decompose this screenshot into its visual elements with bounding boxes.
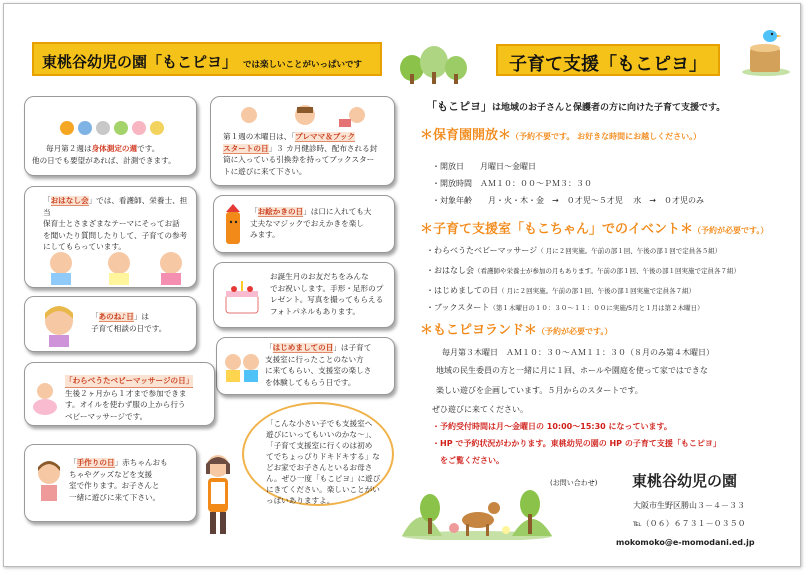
- section2-title: ＊子育て支援室「もこちゃん」でのイベント＊: [420, 222, 694, 237]
- trees-illustration: [398, 44, 470, 84]
- girl-illustration: [33, 459, 65, 503]
- bubble-line: っぱいありますよ。: [266, 496, 335, 505]
- notice-line: ・HP で予約状況がわかります。東桃幼児の園の HP の子育て支援「もこピヨ」: [432, 439, 721, 448]
- land-line: ぜひ遊びに来てください。: [432, 405, 528, 414]
- section1-title: ＊保育園開放＊: [420, 128, 512, 143]
- speech-bubble: [242, 402, 394, 506]
- land-line: 毎月第３木曜日 ＡＭ１０：３０～ＡＭ１１：３０（８月のみ第４木曜日）: [442, 348, 714, 357]
- card7-line3: に来てもらい、支援室の楽しさ: [265, 366, 372, 375]
- event-row: ・はじめましての日（ 月に２回実施。午前の部１回、午後の部１回実施で定員各７組）: [426, 286, 696, 295]
- bubble-line: 遊びにいってもいいのかな～」、: [266, 430, 377, 439]
- crayon-illustration: [222, 204, 244, 246]
- card2-line3: 筒に入っている引換券を持ってブックスター: [223, 155, 375, 164]
- card1-line1: 毎月第２週は身体測定の週です。: [46, 144, 160, 153]
- event-row: ・おはなし会（看護師や栄養士が参加の月もあります。午前の部１回、午後の部１回実施で定員各７組）: [426, 266, 740, 275]
- woman-illustration: [195, 452, 241, 538]
- mother-illustration: [39, 303, 79, 347]
- section-nursery-open: [420, 124, 701, 143]
- card9-line1: 「手作りの日」赤ちゃんおも: [69, 458, 168, 467]
- section-land: [420, 319, 612, 338]
- card-baby-massage: [24, 362, 215, 426]
- animals-illustration: [59, 119, 171, 137]
- card3-line4: にしてもらっています。: [43, 242, 126, 251]
- card5-line1: お誕生月のお友だちをみんな: [270, 272, 369, 281]
- card2-line2: スタートの日」３ カ月健診時、配布される封: [223, 143, 378, 153]
- intro-text: 「もこピヨ」は地域のお子さんと保護者の方に向けた子育て支援です。: [426, 100, 726, 113]
- contact-name: 東桃谷幼児の園: [632, 472, 738, 490]
- contact-address: 大阪市生野区勝山３－４－３３: [633, 501, 745, 510]
- bubble-line: てでちょっぴりドキドキする」な: [266, 452, 380, 461]
- card-birthday: [213, 262, 395, 328]
- section1-row: ・対象年齢 月・火・木・金 → ０才児～５才児 水 → ０才児のみ: [432, 196, 704, 205]
- section1-row: ・開放日 月曜日～金曜日: [432, 162, 536, 171]
- event-row: ・わらべうたベビーマッサージ（ 月に２回実施。午前の部１回、午後の部１回で定員各５組）: [426, 246, 722, 255]
- card3-line1: 「おはなし会」では、看護師、栄養士、担当: [43, 196, 188, 217]
- section1-row: ・開放時間 ＡＭ１０：００～ＰＭ３：３０: [432, 179, 592, 188]
- card7-line4: を体験してもらう日です。: [265, 377, 356, 387]
- card4-line3: みます。: [250, 230, 280, 239]
- notice-line: ・予約受付時間は月～金曜日の 10:00～15:30 になっています。: [432, 422, 672, 431]
- section2-note: （予約が必要です。）: [693, 226, 769, 235]
- card8-line3: す。オイルを使わず服の上から行う: [65, 400, 186, 409]
- left-banner-title: 東桃谷幼児の園「もこピヨ」: [42, 53, 238, 71]
- card-book-start: [210, 96, 395, 186]
- card-body-measurement: [24, 96, 197, 176]
- contact-email[interactable]: mokomoko@e-momodani.ed.jp: [616, 538, 755, 547]
- card-drawing-day: [213, 195, 395, 253]
- event-row: ・ブックスタート（第１木曜日の１０：３０～１１：００に実施/5月と１月は第２木曜日）: [426, 303, 704, 312]
- card7-line1: 「はじめましての日」は子育て: [265, 343, 372, 352]
- card9-line3: 室で作ります。お子さんと: [69, 481, 160, 490]
- card5-line3: レゼント。写真を撮ってもらえる: [270, 295, 384, 304]
- staff-illustration: [47, 247, 187, 285]
- left-banner: [32, 42, 382, 76]
- stump-bird-illustration: [742, 22, 792, 76]
- reading-illustration: [239, 103, 369, 129]
- card3-line2: 保育士とさまざまなテーマにそってお話: [43, 219, 180, 228]
- card-first-visit: [216, 337, 395, 395]
- bubble-line: ん。ぜひ一度「もこピヨ」に遊び: [266, 474, 381, 483]
- card9-line2: ちゃやグッズなどを支援: [69, 469, 153, 479]
- card-consultation-day: [24, 296, 197, 352]
- card4-line1: 「お絵かきの日」は口に入れても大: [250, 207, 372, 216]
- right-banner-title: 子育て支援「もこピヨ」: [509, 54, 707, 75]
- card-talk-session: [24, 186, 197, 288]
- card9-line4: 一緒に遊びに来て下さい。: [69, 492, 161, 502]
- contact-tel: ℡（０６）６７３１－０３５０: [633, 519, 746, 528]
- land-line: 楽しい遊びを企画しています。５月からのスタートです。: [436, 386, 643, 395]
- deer-forest-illustration: [402, 478, 552, 540]
- card7-line2: 支援室に行ったことのない方: [265, 354, 364, 364]
- left-banner-subtitle: では楽しいことがいっぱいです: [243, 60, 363, 70]
- section3-title: ＊もこピヨランド＊: [420, 323, 538, 338]
- bubble-line: にきてください。楽しいことがい: [266, 485, 380, 494]
- card-handmade-day: [24, 444, 197, 522]
- card3-line3: を聞いたり質問したりして、子育ての参考: [43, 230, 188, 240]
- baby-massage-illustration: [31, 381, 61, 417]
- cake-illustration: [222, 277, 262, 317]
- card1-line2: 他の日でも要望があれば、計測できます。: [32, 155, 176, 165]
- card5-line4: フォトパネルもあります。: [270, 306, 360, 316]
- card2-line1: 第１週の木曜日は、「プレママ＆ブック: [223, 132, 356, 141]
- card6-line2: 子育て相談の日です。: [91, 323, 167, 333]
- kids-illustration: [223, 350, 261, 384]
- card4-line2: 丈夫なマジックでおえかきを楽し: [250, 218, 364, 228]
- bubble-line: どお家でお子さんといるお母さ: [266, 463, 373, 472]
- section-events: [420, 218, 768, 237]
- land-line: 地域の民生委員の方と一緒に月に１回、ホールや園庭を使って家ではできな: [436, 366, 708, 375]
- bubble-line: 「子育て支援室に行くのは初め: [266, 441, 373, 450]
- bubble-line: 「こんな小さい子でも支援室へ: [266, 419, 373, 428]
- contact-label: (お問い合わせ): [550, 479, 598, 487]
- card8-line4: ベビーマッサージです。: [65, 411, 148, 421]
- card5-line2: でお祝いします。手形・足形のプ: [270, 283, 384, 293]
- card8-line1: 「わらべうたベビーマッサージの日」: [65, 375, 193, 388]
- card6-line1: 「あのね♪日」は: [91, 312, 150, 321]
- right-banner: [496, 44, 720, 76]
- card2-line4: トに遊びに来て下さい。: [223, 166, 307, 176]
- card8-line2: 生後２ヶ月から１才まで参加できま: [65, 388, 187, 398]
- notice-line: をご覧ください。: [432, 456, 504, 465]
- section1-note: （予約不要です。 お好きな時間にお越しください。）: [511, 132, 702, 141]
- section3-note: （予約が必要です。）: [537, 327, 613, 336]
